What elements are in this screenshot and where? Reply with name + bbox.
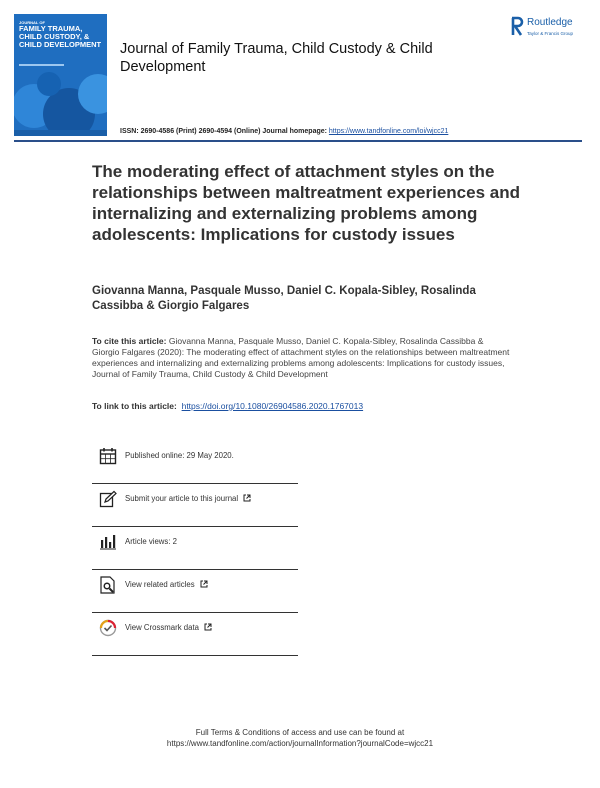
header-divider <box>14 140 582 142</box>
issn-line <box>120 128 448 135</box>
publisher-name: Routledge <box>527 17 573 28</box>
edit-icon <box>99 490 117 508</box>
cover-title-small: JOURNAL OF <box>19 20 45 25</box>
issn-text: ISSN: 2690-4586 (Print) 2690-4594 (Online) Journal homepage: <box>120 128 329 135</box>
calendar-icon <box>99 447 117 465</box>
submit-article-link[interactable] <box>125 494 251 503</box>
cite-label: To cite this article: <box>92 336 167 346</box>
external-link-icon <box>204 623 212 631</box>
cover-title <box>19 20 103 49</box>
external-link-icon <box>243 494 251 502</box>
external-link-icon <box>200 580 208 588</box>
related-label: View related articles <box>125 580 195 589</box>
article-link-line <box>92 401 363 411</box>
publisher-logo[interactable] <box>510 14 590 44</box>
journal-title: Journal of Family Trauma, Child Custody & Child Development <box>120 41 433 75</box>
cite-text: Giovanna Manna, Pasquale Musso, Daniel C. Kopala-Sibley, Rosalinda Cassibba & Giorgio Falgares (2020): The moderating effect of attachment styles on the relationships between maltreatment experiences and internalizing and externalizing problems among adolescents: Implications for custody issues, Journal of Family Trauma, Child Custody & Child Development <box>92 336 510 379</box>
views-row <box>92 527 298 570</box>
journal-cover[interactable] <box>14 14 107 136</box>
related-row[interactable] <box>92 570 298 613</box>
search-document-icon <box>99 576 117 594</box>
crossmark-label: View Crossmark data <box>125 623 199 632</box>
journal-homepage-link[interactable]: https://www.tandfonline.com/loi/wjcc21 <box>328 128 449 135</box>
publisher-sub: Taylor & Francis Group <box>527 31 574 36</box>
link-label: To link to this article: <box>92 401 177 411</box>
crossmark-icon <box>99 619 117 637</box>
article-views: Article views: 2 <box>125 537 177 546</box>
article-authors: Giovanna Manna, Pasquale Musso, Daniel C. Kopala-Sibley, Rosalinda Cassibba & Giorgio Falgares <box>92 285 476 312</box>
submit-label: Submit your article to this journal <box>125 494 239 503</box>
article-title: The moderating effect of attachment styles on the relationships between maltreatment experiences and internalizing and externalizing problems among adolescents: Implications for custody issues <box>92 162 520 244</box>
bar-chart-icon <box>99 533 117 551</box>
related-articles-link[interactable] <box>125 580 208 589</box>
cover-strip <box>19 64 64 66</box>
footer <box>0 727 600 749</box>
cover-bottom-bar <box>14 130 107 136</box>
citation-block <box>92 336 512 380</box>
cover-title-main: FAMILY TRAUMA, CHILD CUSTODY, & CHILD DEVELOPMENT <box>19 24 102 49</box>
published-row <box>92 441 298 484</box>
published-date: Published online: 29 May 2020. <box>125 451 234 460</box>
submit-row[interactable] <box>92 484 298 527</box>
footer-terms: Full Terms & Conditions of access and use can be found at <box>195 728 405 737</box>
crossmark-row[interactable] <box>92 613 298 656</box>
crossmark-link[interactable] <box>125 623 212 632</box>
footer-terms-url[interactable]: https://www.tandfonline.com/action/journalInformation?journalCode=wjcc21 <box>166 739 434 748</box>
doi-link[interactable]: https://doi.org/10.1080/26904586.2020.1767013 <box>181 401 364 411</box>
article-info-list <box>92 441 298 656</box>
routledge-logo-icon <box>510 16 524 36</box>
